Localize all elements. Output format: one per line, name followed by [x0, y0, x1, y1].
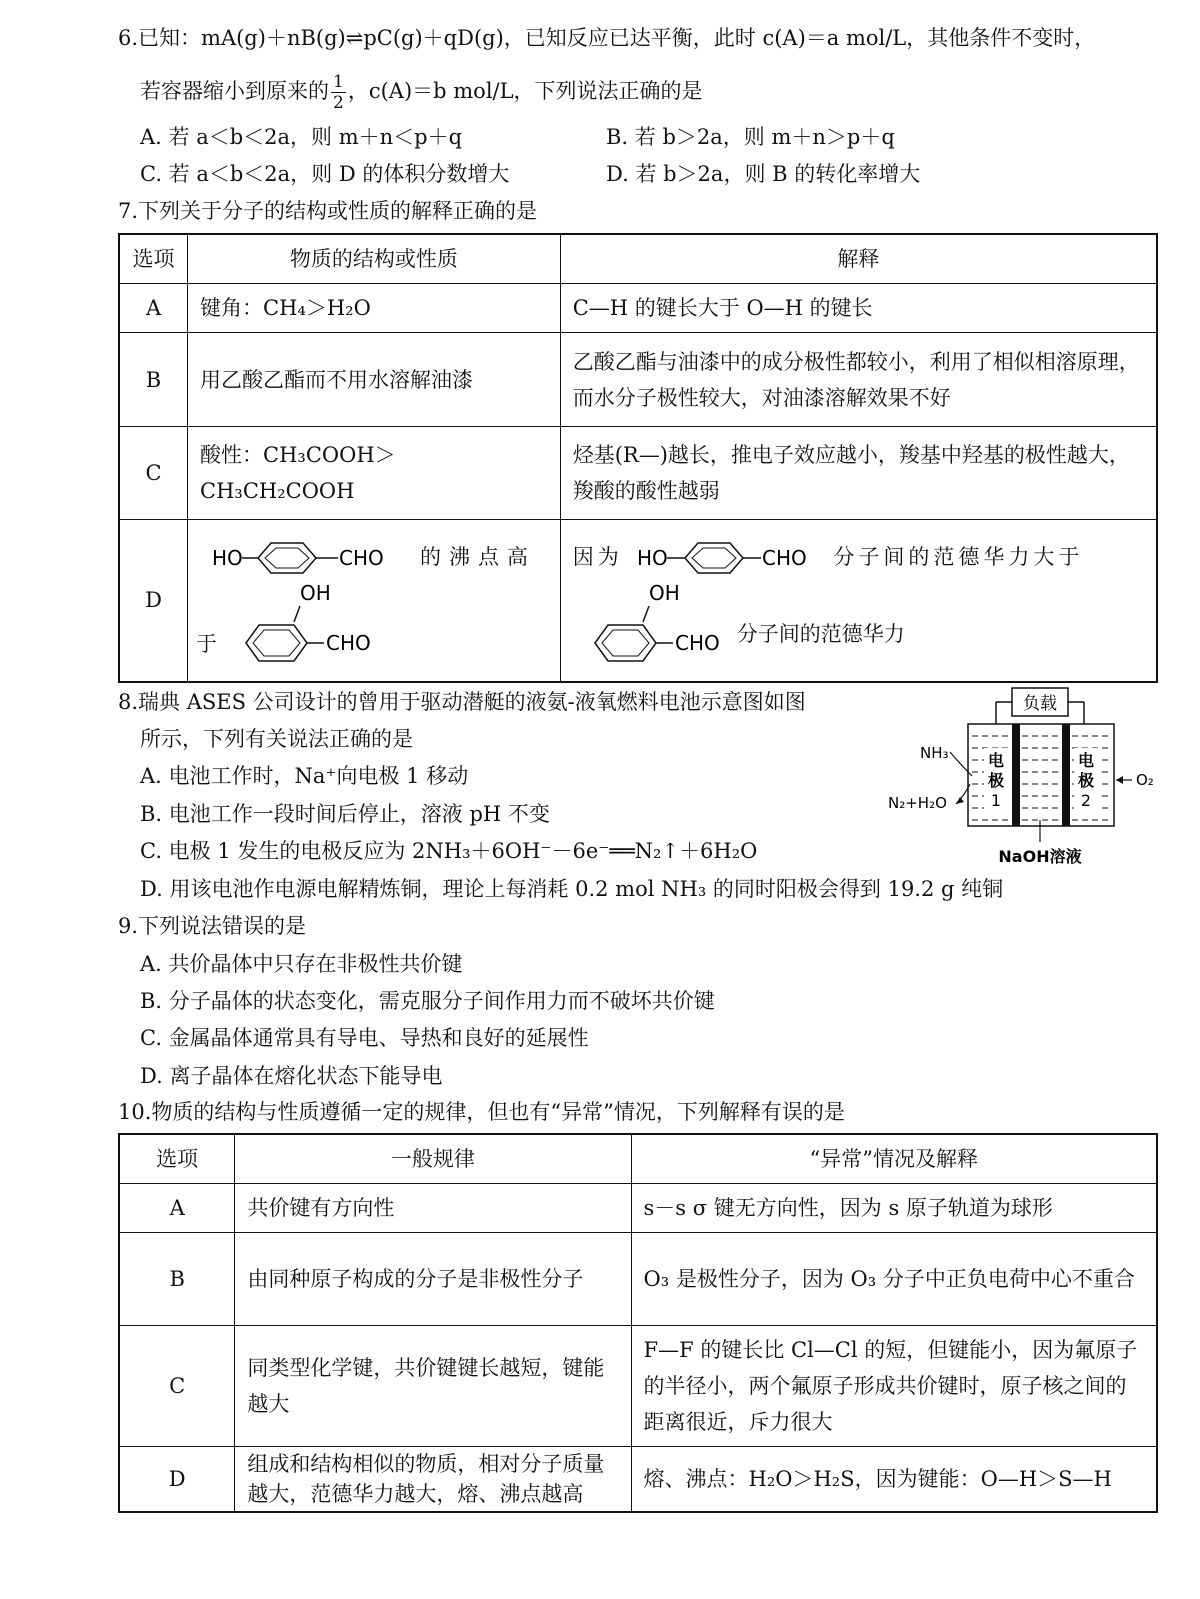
q10-row-c-option: C [119, 1326, 235, 1447]
mol-cho-label: CHO [674, 631, 720, 655]
electrode-2-label: 2 [1080, 791, 1092, 810]
q10-header-option: 选项 [119, 1134, 235, 1184]
q7-table-header-row [119, 234, 1157, 284]
q7-header-option: 选项 [119, 234, 188, 284]
q10-row-a-option: A [119, 1184, 235, 1233]
q6-fraction-numerator: 1 [333, 72, 344, 92]
q9-option-a: A. 共价晶体中只存在非极性共价键 [140, 952, 463, 976]
q10-row-c-rule: 同类型化学键，共价键键长越短，键能越大 [235, 1326, 631, 1447]
q7-header-property: 物质的结构或性质 [188, 234, 561, 284]
load-label: 负载 [1023, 694, 1057, 714]
q7-stem: 7.下列关于分子的结构或性质的解释正确的是 [118, 199, 538, 223]
mol-oh-label: OH [648, 581, 680, 605]
q10-table [118, 1133, 1158, 1513]
q10-header-explanation: “异常”情况及解释 [631, 1134, 1157, 1184]
electrode-1-label: 极 [987, 771, 1005, 790]
q7-row-c-explanation: 烃基(R—)越长，推电子效应越小，羧基中羟基的极性越大，羧酸的酸性越弱 [560, 427, 1157, 520]
fuel-cell-diagram [880, 686, 1170, 872]
q8-option-d: D. 用该电池作电源电解精炼铜，理论上每消耗 0.2 mol NH₃ 的同时阳极会得到 19.2 g 纯铜 [140, 877, 1004, 901]
q10-row-c-explanation: F—F 的键长比 Cl—Cl 的短，但键能小，因为氟原子的半径小，两个氟原子形成共价键时，原子核之间的距离很近，斥力很大 [631, 1326, 1157, 1447]
o-hydroxybenzaldehyde-structure [224, 580, 424, 664]
n2-h2o-label: N₂+H₂O [888, 794, 947, 812]
q7-row-d-property-text-a: 的沸点高 [420, 544, 537, 569]
q7-header-explanation: 解释 [560, 234, 1157, 284]
q6-option-b: B. 若 b＞2a，则 m＋n＞p＋q [606, 125, 895, 149]
q7-row-c-option: C [119, 427, 188, 520]
electrode-2-bar [1062, 724, 1070, 826]
q10-row-d-option: D [119, 1447, 235, 1513]
q7-row-d-property [188, 520, 561, 682]
electrode-1-label: 1 [990, 791, 1002, 810]
q6-stem-line1: 6.已知：mA(g)＋nB(g)⇌pC(g)＋qD(g)，已知反应已达平衡，此时 c(A)＝a mol/L，其他条件不变时， [118, 26, 1096, 50]
q10-row-a-rule: 共价键有方向性 [235, 1184, 631, 1233]
mol-ho-label: HO [212, 546, 243, 570]
q7-row-c-property: 酸性：CH₃COOH＞CH₃CH₂COOH [188, 427, 561, 520]
q6-fraction [331, 72, 346, 113]
q7-row-b-option: B [119, 333, 188, 427]
mol-cho-label: CHO [325, 631, 371, 655]
q7-row-d-explanation-text-c: 分子间的范德华力 [736, 622, 905, 646]
electrode-2-label: 电 [1077, 751, 1095, 770]
q8-stem-line2: 所示，下列有关说法正确的是 [140, 727, 413, 751]
q7-row-a-option: A [119, 284, 188, 333]
electrode-2-label: 极 [1077, 771, 1095, 790]
q7-row-d-property-text-b: 于 [196, 632, 218, 656]
q7-row-d-explanation [560, 520, 1157, 682]
q9-option-c: C. 金属晶体通常具有导电、导热和良好的延展性 [140, 1026, 589, 1050]
q10-row-b-explanation: O₃ 是极性分子，因为 O₃ 分子中正负电荷中心不重合 [631, 1233, 1157, 1326]
q7-row-d [119, 520, 1157, 682]
q10-row-a-explanation: s－s σ 键无方向性，因为 s 原子轨道为球形 [631, 1184, 1157, 1233]
p-hydroxybenzaldehyde-structure [196, 538, 406, 578]
q6-option-d: D. 若 b＞2a，则 B 的转化率增大 [606, 162, 921, 186]
q8-option-c: C. 电极 1 发生的电极反应为 2NH₃＋6OH⁻－6e⁻══N₂↑＋6H₂O [140, 839, 758, 863]
q10-row-d-explanation: 熔、沸点：H₂O＞H₂S，因为键能：O—H＞S—H [631, 1447, 1157, 1513]
mol-oh-label: OH [299, 581, 331, 605]
mol-cho-label: CHO [339, 546, 384, 570]
naoh-solution-label: NaOH溶液 [998, 847, 1082, 866]
o-hydroxybenzaldehyde-structure [573, 580, 733, 664]
q6-option-a: A. 若 a＜b＜2a，则 m＋n＜p＋q [140, 125, 463, 149]
q7-row-d-option: D [119, 520, 188, 682]
q7-row-d-explanation-text-b: 分子间的范德华力大于 [833, 544, 1084, 569]
q8-option-b: B. 电池工作一段时间后停止，溶液 pH 不变 [140, 802, 550, 826]
q9-option-b: B. 分子晶体的状态变化，需克服分子间作用力而不破坏共价键 [140, 989, 715, 1013]
q10-header-rule: 一般规律 [235, 1134, 631, 1184]
electrode-1-label: 电 [987, 751, 1005, 770]
q7-row-c [119, 427, 1157, 520]
q6-stem-line2-pre: 若容器缩小到原来的 [140, 79, 329, 103]
q7-row-a-explanation: C—H 的键长大于 O—H 的键长 [560, 284, 1157, 333]
q10-row-d [119, 1447, 1157, 1513]
q7-row-a-property: 键角：CH₄＞H₂O [188, 284, 561, 333]
mol-cho-label: CHO [762, 546, 808, 570]
q6-stem-line2 [140, 72, 703, 113]
q10-row-b-rule: 由同种原子构成的分子是非极性分子 [235, 1233, 631, 1326]
q7-row-b-explanation: 乙酸乙酯与油漆中的成分极性都较小，利用了相似相溶原理，而水分子极性较大，对油漆溶解效果不好 [560, 333, 1157, 427]
q6-option-c: C. 若 a＜b＜2a，则 D 的体积分数增大 [140, 162, 510, 186]
nh3-label: NH₃ [920, 744, 949, 762]
q10-row-d-rule: 组成和结构相似的物质，相对分子质量越大，范德华力越大，熔、沸点越高 [235, 1447, 631, 1513]
q10-table-header-row [119, 1134, 1157, 1184]
q8-option-a: A. 电池工作时，Na⁺向电极 1 移动 [140, 764, 469, 788]
q9-stem: 9.下列说法错误的是 [118, 914, 307, 938]
q10-row-c [119, 1326, 1157, 1447]
q9-option-d: D. 离子晶体在熔化状态下能导电 [140, 1064, 443, 1088]
q7-row-b-property: 用乙酸乙酯而不用水溶解油漆 [188, 333, 561, 427]
q10-row-b-option: B [119, 1233, 235, 1326]
q7-row-a [119, 284, 1157, 333]
electrode-1-bar [1012, 724, 1020, 826]
q6-stem-line2-post: ，c(A)＝b mol/L，下列说法正确的是 [347, 79, 703, 103]
q10-row-a [119, 1184, 1157, 1233]
p-hydroxybenzaldehyde-structure [629, 538, 829, 578]
q7-row-b [119, 333, 1157, 427]
q7-row-d-explanation-text-a: 因为 [572, 544, 623, 569]
q10-stem: 10.物质的结构与性质遵循一定的规律，但也有“异常”情况，下列解释有误的是 [118, 1100, 845, 1124]
o2-label: O₂ [1136, 771, 1154, 789]
q6-fraction-denominator: 2 [333, 93, 344, 113]
q7-table [118, 233, 1158, 683]
mol-ho-label: HO [637, 546, 669, 570]
q8-stem-line1: 8.瑞典 ASES 公司设计的曾用于驱动潜艇的液氨-液氧燃料电池示意图如图 [118, 690, 806, 714]
q10-row-b [119, 1233, 1157, 1326]
